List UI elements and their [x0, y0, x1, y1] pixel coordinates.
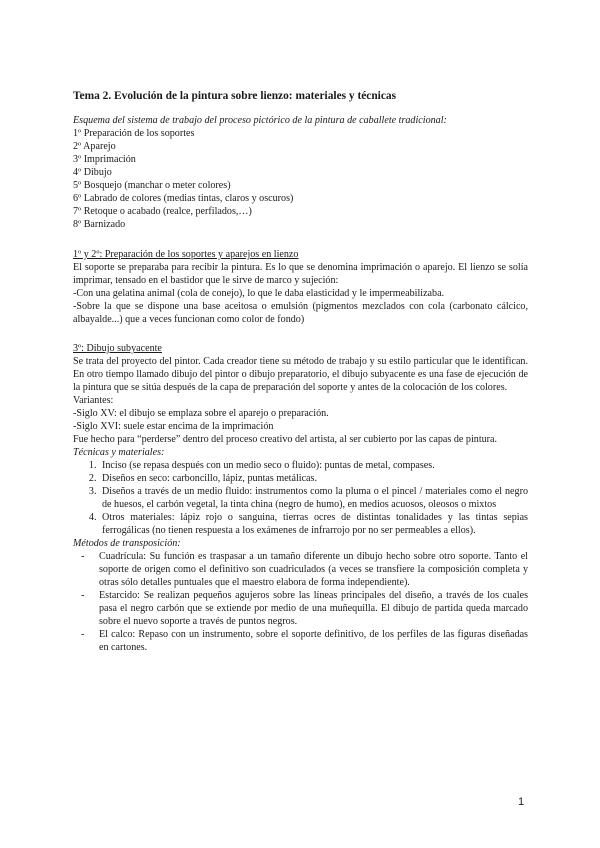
step-item: 1º Preparación de los soportes	[73, 128, 195, 139]
step-item: 5º Bosquejo (manchar o meter colores)	[73, 180, 231, 191]
section3-paragraph: Se trata del proyecto del pintor. Cada creador tiene su método de trabajo y su estilo particular que le identifican. En otro tiempo llamado dibujo del pintor o dibujo preparatorio, el dibujo subyacente es una fase de ejecución de la pintura que se sitúa después de la capa de preparación del soporte y antes de la colocación de los colores.	[73, 356, 528, 393]
step-item: 2º Aparejo	[73, 141, 116, 152]
method-text: El calco: Repaso con un instrumento, sobre el soporte definitivo, de los perfiles de las figuras diseñadas en cartones.	[99, 629, 528, 653]
section1-paragraph: El soporte se preparaba para recibir la pintura. Es lo que se denomina imprimación o aparejo. El lienzo se solía imprimar, tensado en el bastidor que le sirve de marco y sujeción:	[73, 262, 528, 286]
step-item: 8º Barnizado	[73, 219, 126, 230]
methods-label: Métodos de transposición:	[73, 538, 181, 549]
scheme-title: Esquema del sistema de trabajo del proceso pictórico de la pintura de caballete tradicional:	[73, 115, 447, 126]
technique-item: 3. Diseños a través de un medio fluido: instrumentos como la pluma o el pincel / materiales como el negro de huesos, el carbón vegetal, la tinta china (negro de humo), en medios acuosos, oleosos o mixtos	[99, 485, 528, 511]
step-item: 7º Retoque o acabado (realce, perfilados,…)	[73, 206, 252, 217]
page-number: 1	[518, 796, 525, 808]
section3-heading: 3º: Dibujo subyacente	[73, 343, 162, 354]
step-item: 3º Imprimación	[73, 154, 136, 165]
steps-list	[73, 127, 528, 231]
method-item	[81, 628, 528, 654]
step-item: 6º Labrado de colores (medias tintas, claros y oscuros)	[73, 193, 294, 204]
methods-list	[73, 550, 528, 654]
method-text: Cuadrícula: Su función es traspasar a un tamaño diferente un dibujo hecho sobre otro soporte. Tanto el soporte de origen como el definitivo son cuadriculados (a veces se transfiere la composición completa y otras sólo detalles puntuales que el maestro elabora de forma independiente).	[99, 551, 528, 588]
techniques-label: Técnicas y materiales:	[73, 447, 165, 458]
technique-item: 4. Otros materiales: lápiz rojo o sanguina, tierras ocres de distintas tonalidades y las tintas sepias ferrogálicas (no tienen respuesta a los exámenes de infrarrojo por no ser permeables a ellos).	[99, 511, 528, 537]
techniques-list	[73, 459, 528, 537]
method-item	[81, 550, 528, 589]
method-item	[81, 589, 528, 628]
variant-item: -Siglo XVI: suele estar encima de la imprimación	[73, 421, 274, 432]
lost-paragraph: Fue hecho para “perderse” dentro del proceso creativo del artista, al ser cubierto por las capas de pintura.	[73, 434, 498, 445]
dash-bullet: -	[81, 590, 85, 601]
variants-label: Variantes:	[73, 395, 114, 406]
technique-item: 1. Inciso (se repasa después con un medio seco o fluido): puntas de metal, compases.	[99, 459, 528, 472]
variant-item: -Siglo XV: el dibujo se emplaza sobre el aparejo o preparación.	[73, 408, 329, 419]
dash-bullet: -	[81, 629, 85, 640]
section1-item: -Sobre la que se dispone una base aceitosa o emulsión (pigmentos mezclados con cola (carbonato cálcico, albayalde...) que a veces funcionan como color de fondo)	[73, 301, 528, 325]
method-text: Estarcido: Se realizan pequeños agujeros sobre las líneas principales del diseño, a través de los cuales pasa el negro carbón que se extiende por medio de una muñequilla. El dibujo de partida queda marcado sobre el nuevo soporte a través de puntos negros.	[99, 590, 528, 627]
section1-item: -Con una gelatina animal (cola de conejo), lo que le daba elasticidad y le impermeabilizaba.	[73, 288, 445, 299]
page-content	[73, 89, 528, 654]
page-title: Tema 2. Evolución de la pintura sobre lienzo: materiales y técnicas	[73, 90, 397, 102]
section1-heading: 1º y 2º: Preparación de los soportes y aparejos en lienzo	[73, 249, 299, 260]
dash-bullet: -	[81, 551, 85, 562]
technique-item: 2. Diseños en seco: carboncillo, lápiz, puntas metálicas.	[99, 472, 528, 485]
step-item: 4º Dibujo	[73, 167, 112, 178]
